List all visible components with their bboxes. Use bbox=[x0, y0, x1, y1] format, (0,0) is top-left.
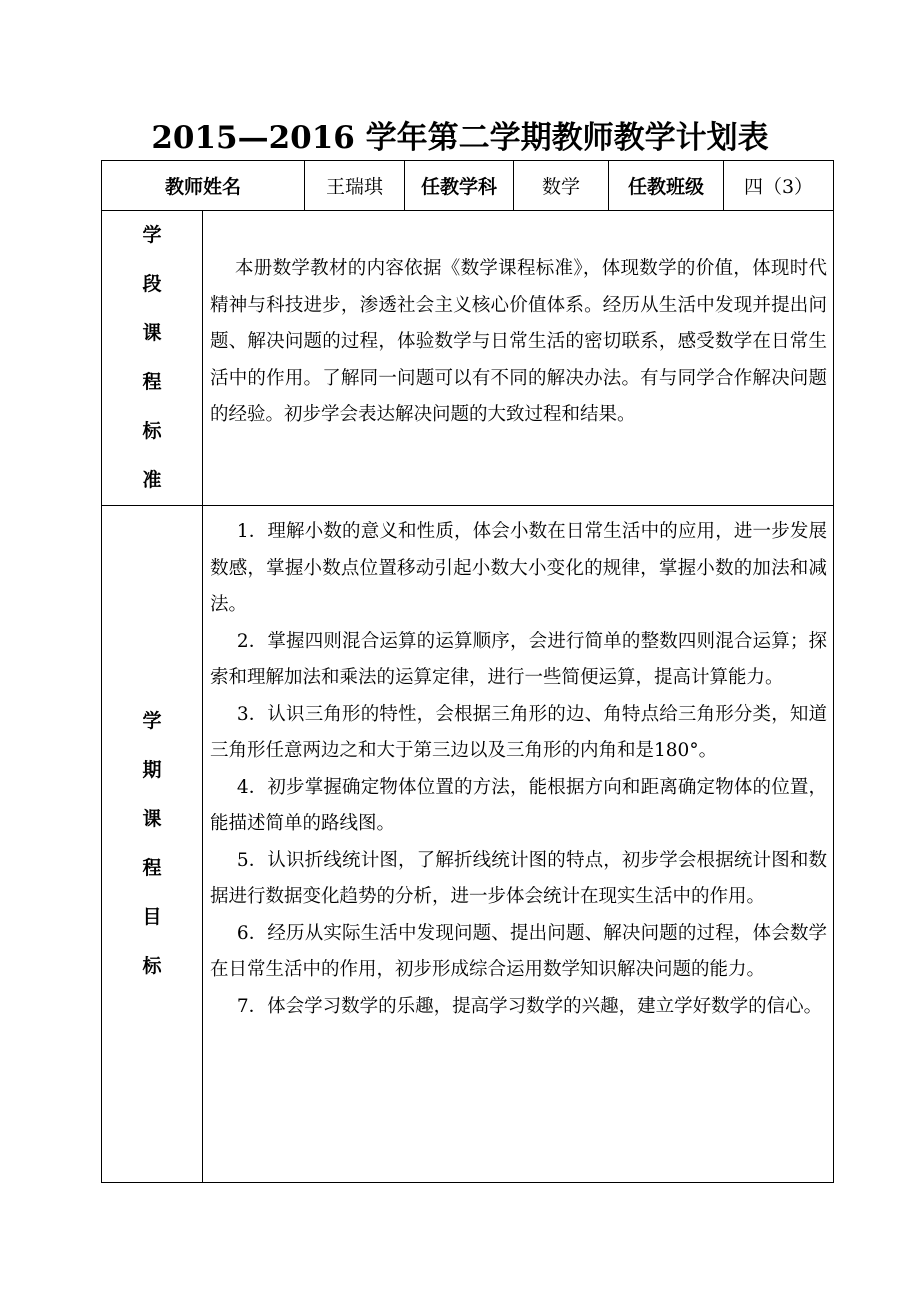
class-label: 任教班级 bbox=[609, 161, 724, 211]
teacher-label: 教师姓名 bbox=[102, 161, 305, 211]
goals-label-char: 学 bbox=[142, 710, 162, 732]
goal-item: 7．体会学习数学的乐趣，提高学习数学的兴趣，建立学好数学的信心。 bbox=[236, 995, 823, 1017]
goals-label-char: 标 bbox=[142, 955, 162, 977]
teacher-name: 王瑞琪 bbox=[305, 161, 405, 211]
page-title: 2015—2016 学年第二学期教师教学计划表 bbox=[151, 120, 769, 156]
subject-value: 数学 bbox=[514, 161, 609, 211]
goals-label-char: 期 bbox=[142, 759, 162, 781]
goal-item: 6．经历从实际生活中发现问题、提出问题、解决问题的过程，体会数学在日常生活中的作用，初步形成综合运用数学知识解决问题的能力。 bbox=[210, 922, 828, 980]
goals-label-char: 目 bbox=[142, 906, 162, 928]
goals-content bbox=[203, 506, 834, 1183]
goals-label bbox=[102, 506, 203, 1183]
standards-label bbox=[102, 211, 203, 506]
goals-label-char: 程 bbox=[142, 857, 162, 879]
standards-row bbox=[102, 211, 834, 506]
class-value: 四（3） bbox=[724, 161, 834, 211]
goal-item: 2．掌握四则混合运算的运算顺序，会进行简单的整数四则混合运算；探索和理解加法和乘法的运算定律，进行一些简便运算，提高计算能力。 bbox=[210, 630, 828, 688]
standards-label-char: 准 bbox=[142, 469, 162, 491]
goals-row bbox=[102, 506, 834, 1183]
header-row bbox=[102, 161, 834, 211]
standards-label-char: 学 bbox=[142, 224, 162, 246]
plan-table bbox=[101, 160, 834, 1183]
goal-item: 3．认识三角形的特性，会根据三角形的边、角特点给三角形分类，知道三角形任意两边之和大于第三边以及三角形的内角和是180°。 bbox=[210, 703, 828, 761]
standards-label-char: 标 bbox=[142, 420, 162, 442]
goals-label-char: 课 bbox=[142, 808, 162, 830]
goal-item: 4．初步掌握确定物体位置的方法，能根据方向和距离确定物体的位置，能描述简单的路线图。 bbox=[210, 776, 828, 834]
goal-item: 1．理解小数的意义和性质，体会小数在日常生活中的应用，进一步发展数感，掌握小数点位置移动引起小数大小变化的规律，掌握小数的加法和减法。 bbox=[210, 521, 828, 615]
subject-label: 任教学科 bbox=[405, 161, 514, 211]
standards-label-char: 段 bbox=[142, 273, 162, 295]
standards-text: 本册数学教材的内容依据《数学课程标准》，体现数学的价值，体现时代精神与科技进步，渗透社会主义核心价值体系。经历从生活中发现并提出问题、解决问题的过程，体验数学与日常生活的密切联系，感受数学在日常生活中的作用。了解同一问题可以有不同的解决办法。有与同学合作解决问题的经验。初步学会表达解决问题的大致过程和结果。 bbox=[210, 258, 828, 425]
standards-content bbox=[203, 211, 834, 506]
standards-label-char: 课 bbox=[142, 322, 162, 344]
standards-label-char: 程 bbox=[142, 371, 162, 393]
goal-item: 5．认识折线统计图，了解折线统计图的特点，初步学会根据统计图和数据进行数据变化趋势的分析，进一步体会统计在现实生活中的作用。 bbox=[210, 849, 828, 907]
